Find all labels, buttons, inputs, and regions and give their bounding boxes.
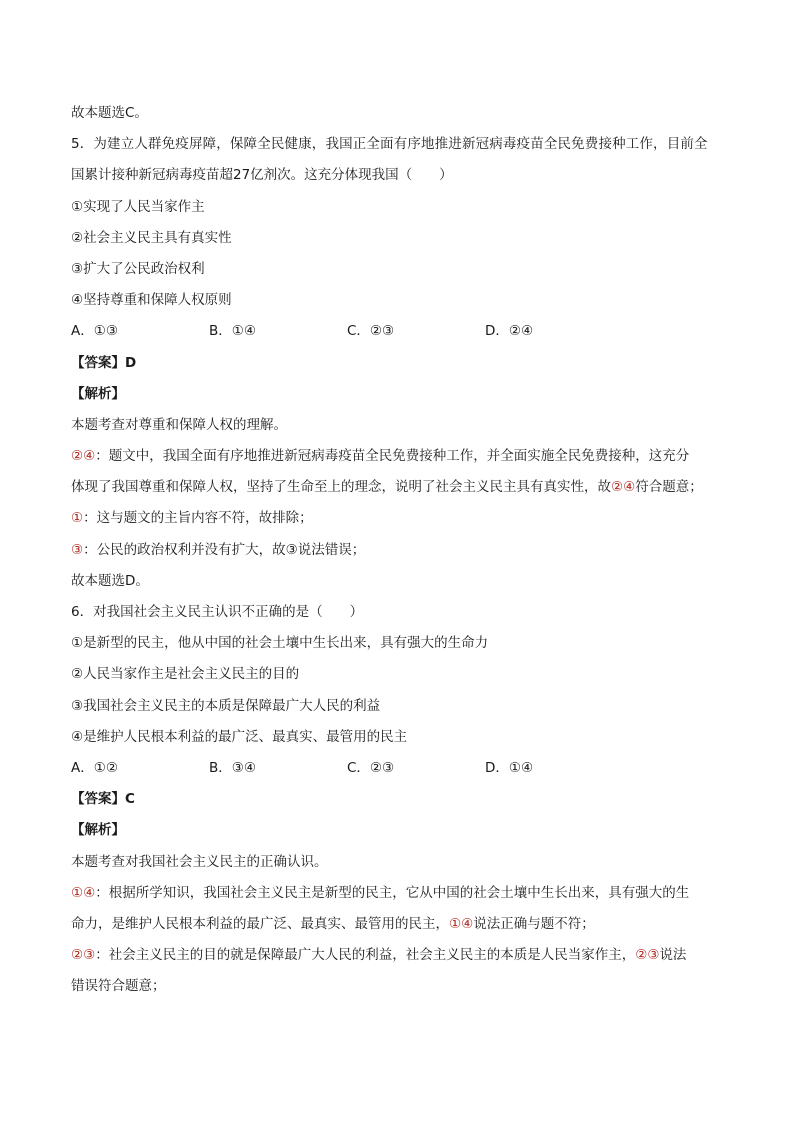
q5-a1-mark2: ②④: [611, 479, 636, 496]
q6-a1-text3: 说法正确与题不符；: [473, 915, 595, 932]
q6-a2-mark: ②③: [71, 947, 96, 964]
q5-item-2: ②社会主义民主具有真实性: [71, 229, 232, 246]
q6-answer: 【答案】C: [71, 791, 135, 808]
q5-options: [71, 316, 727, 347]
q6-analysis-2-line1: [71, 940, 727, 971]
question-5: [71, 129, 727, 597]
q5-a3-mark: ③: [71, 541, 84, 558]
q5-analysis-1-line2: [71, 472, 727, 503]
q5-stem-line2: 国累计接种新冠病毒疫苗超27亿剂次。这充分体现我国（ ）: [71, 167, 453, 184]
q5-analysis-3: [71, 535, 727, 566]
q5-conclusion: 故本题选D。: [71, 572, 149, 589]
question-6: [71, 597, 727, 1002]
q6-option-b: B．③④: [209, 759, 256, 776]
q5-a1-text: ：题文中，我国全面有序地推进新冠病毒疫苗全民免费接种工作，并全面实施全民免费接种，这充分: [95, 448, 690, 465]
q5-a2-text: ：这与题文的主旨内容不符，故排除；: [83, 510, 313, 527]
q6-analysis-label: 【解析】: [71, 822, 125, 839]
q5-a3-mark2: ③: [285, 541, 298, 558]
q6-item-1: ①是新型的民主，他从中国的社会土壤中生长出来，具有强大的生命力: [71, 635, 489, 652]
q6-analysis-1-line1: [71, 878, 727, 909]
q6-a2-text2: 说法: [659, 947, 687, 964]
q6-a2-text: ：社会主义民主的目的就是保障最广大人民的利益，社会主义民主的本质是人民当家作主，: [95, 947, 636, 964]
q6-a1-mark: ①④: [71, 884, 96, 901]
q5-analysis-2: [71, 503, 727, 534]
q6-a1-text: ：根据所学知识，我国社会主义民主是新型的民主，它从中国的社会土壤中生长出来，具有强大的生: [95, 884, 690, 901]
q5-option-d: D．②④: [485, 323, 534, 340]
q6-option-a: A．①②: [71, 759, 118, 776]
q5-a1-mark: ②④: [71, 448, 96, 465]
q5-answer: 【答案】D: [71, 354, 137, 371]
q6-analysis-intro: 本题考查对我国社会主义民主的正确认识。: [71, 853, 328, 870]
q5-option-b: B．①④: [209, 323, 256, 340]
q6-option-c: C．②③: [347, 759, 395, 776]
q5-option-c: C．②③: [347, 323, 395, 340]
q6-options: [71, 753, 727, 784]
q6-stem: 6．对我国社会主义民主认识不正确的是（ ）: [71, 604, 364, 620]
q5-a1-text2: 体现了我国尊重和保障人权，坚持了生命至上的理念，说明了社会主义民主具有真实性，故: [71, 479, 611, 496]
q6-a1-mark2: ①④: [449, 915, 474, 932]
q6-a1-text2: 命力，是维护人民根本利益的最广泛、最真实、最管用的民主，: [71, 915, 449, 932]
q5-a2-mark: ①: [71, 510, 84, 527]
q4-conclusion: 故本题选C。: [71, 105, 148, 121]
q5-item-3: ③扩大了公民政治权利: [71, 260, 205, 277]
q5-item-1: ①实现了人民当家作主: [71, 198, 205, 215]
q5-option-a: A．①③: [71, 323, 118, 340]
q6-analysis-2-line2: 错误符合题意；: [71, 978, 166, 995]
q5-stem-line1: 5．为建立人群免疫屏障，保障全民健康，我国正全面有序地推进新冠病毒疫苗全民免费接种工作，目前全: [71, 136, 708, 153]
q5-analysis-1-line1: [71, 441, 727, 472]
q6-a2-mark2: ②③: [635, 947, 660, 964]
q5-analysis-label: 【解析】: [71, 385, 125, 402]
q5-item-4: ④坚持尊重和保障人权原则: [71, 292, 232, 309]
q6-item-2: ②人民当家作主是社会主义民主的目的: [71, 666, 300, 683]
q5-a3-text: ：公民的政治权利并没有扩大，故: [83, 541, 286, 558]
q5-a3-text2: 说法错误；: [297, 541, 366, 558]
q6-analysis-1-line2: [71, 909, 727, 940]
q6-item-4: ④是维护人民根本利益的最广泛、最真实、最管用的民主: [71, 728, 408, 745]
q5-analysis-intro: 本题考查对尊重和保障人权的理解。: [71, 416, 287, 433]
q6-option-d: D．①④: [485, 759, 534, 776]
q6-item-3: ③我国社会主义民主的本质是保障最广大人民的利益: [71, 697, 381, 714]
q5-a1-text3: 符合题意；: [635, 479, 703, 496]
document-page: [71, 98, 727, 1002]
